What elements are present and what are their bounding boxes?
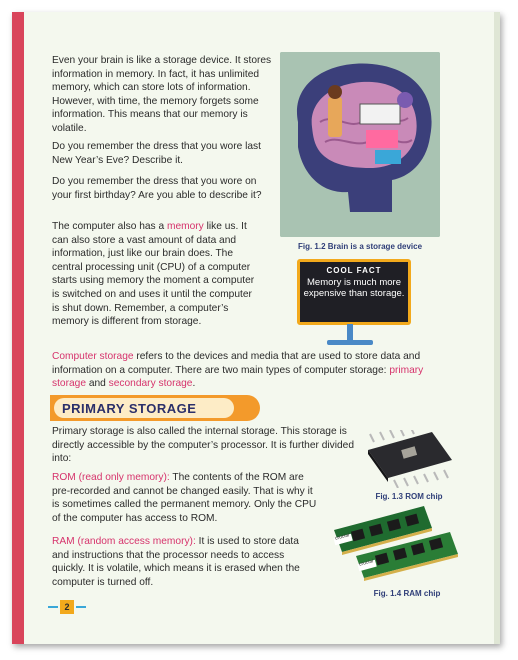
page-margin-bar — [12, 12, 24, 644]
paragraph-primary-storage: Primary storage is also called the internal storage. This storage is directly accessible by the computer’s processor. It is further divided into: — [52, 426, 354, 465]
term-ram: RAM (random access memory): — [52, 536, 196, 547]
paragraph-question-1: Do you remember the dress that you wore last New Year’s Eve? Describe it. — [52, 141, 261, 166]
paragraph-rom: ROM (read only memory): The contents of the ROM are pre-recorded and cannot be changed easily. That is why it is sometimes called the permanent memory. Only the CPU of the computer has access to ROM. — [52, 472, 317, 524]
paragraph-brain-storage: Even your brain is like a storage device. It stores information in memory. In fact, it has unlimited memory, which can store lots of information. However, with time, the memory forgets some information. This means that our memory is volatile. — [52, 55, 272, 134]
page-number: 2 — [60, 600, 74, 614]
figure-caption-brain: Fig. 1.2 Brain is a storage device — [297, 242, 423, 251]
term-primary-storage: primary storage — [52, 364, 424, 390]
ram-brand-label-2: crucial — [358, 558, 374, 568]
term-rom: ROM (read only memory): — [52, 472, 170, 483]
page-edge — [494, 12, 500, 644]
figure-caption-ram: Fig. 1.4 RAM chip — [373, 589, 441, 598]
page-number-marker — [48, 600, 88, 614]
paragraph-question-2: Do you remember the dress that you wore on your first birthday? Are you able to describe it? — [52, 176, 262, 201]
board-base — [327, 340, 373, 345]
rom-chip-image — [364, 430, 454, 488]
brain-illustration — [280, 52, 440, 237]
cool-fact-text: Memory is much more expensive than storage. — [303, 277, 405, 299]
ram-brand-label: crucial — [334, 532, 350, 542]
paragraph-computer-storage: Computer storage refers to the devices and media that are used to store data and information on a computer. There are two main types of computer storage: primary storage and secondary storage. — [52, 351, 424, 390]
term-computer-storage: Computer storage — [52, 351, 134, 362]
figure-caption-rom: Fig. 1.3 ROM chip — [375, 492, 443, 501]
section-title: PRIMARY STORAGE — [62, 401, 197, 416]
term-memory: memory — [166, 221, 204, 232]
textbook-page — [12, 12, 500, 644]
term-secondary-storage: secondary storage — [108, 378, 193, 390]
paragraph-ram: RAM (random access memory): It is used to store data and instructions that the processor needs to access quickly. It is volatile, which means it is erased when the computer is turned off. — [52, 536, 300, 588]
ram-chip-image — [332, 504, 462, 582]
paragraph-computer-memory: The computer also has a memory like us. It can also store a vast amount of data and information, just like our brain does. The central processing unit (CPU) of a computer starts using memory the moment a computer is switched on and uses it until the computer is shut down. Remember, a computer’s memory is different from storage. — [52, 221, 255, 328]
cool-fact-title: COOL FACT — [326, 266, 382, 275]
cool-fact-board — [297, 259, 411, 325]
